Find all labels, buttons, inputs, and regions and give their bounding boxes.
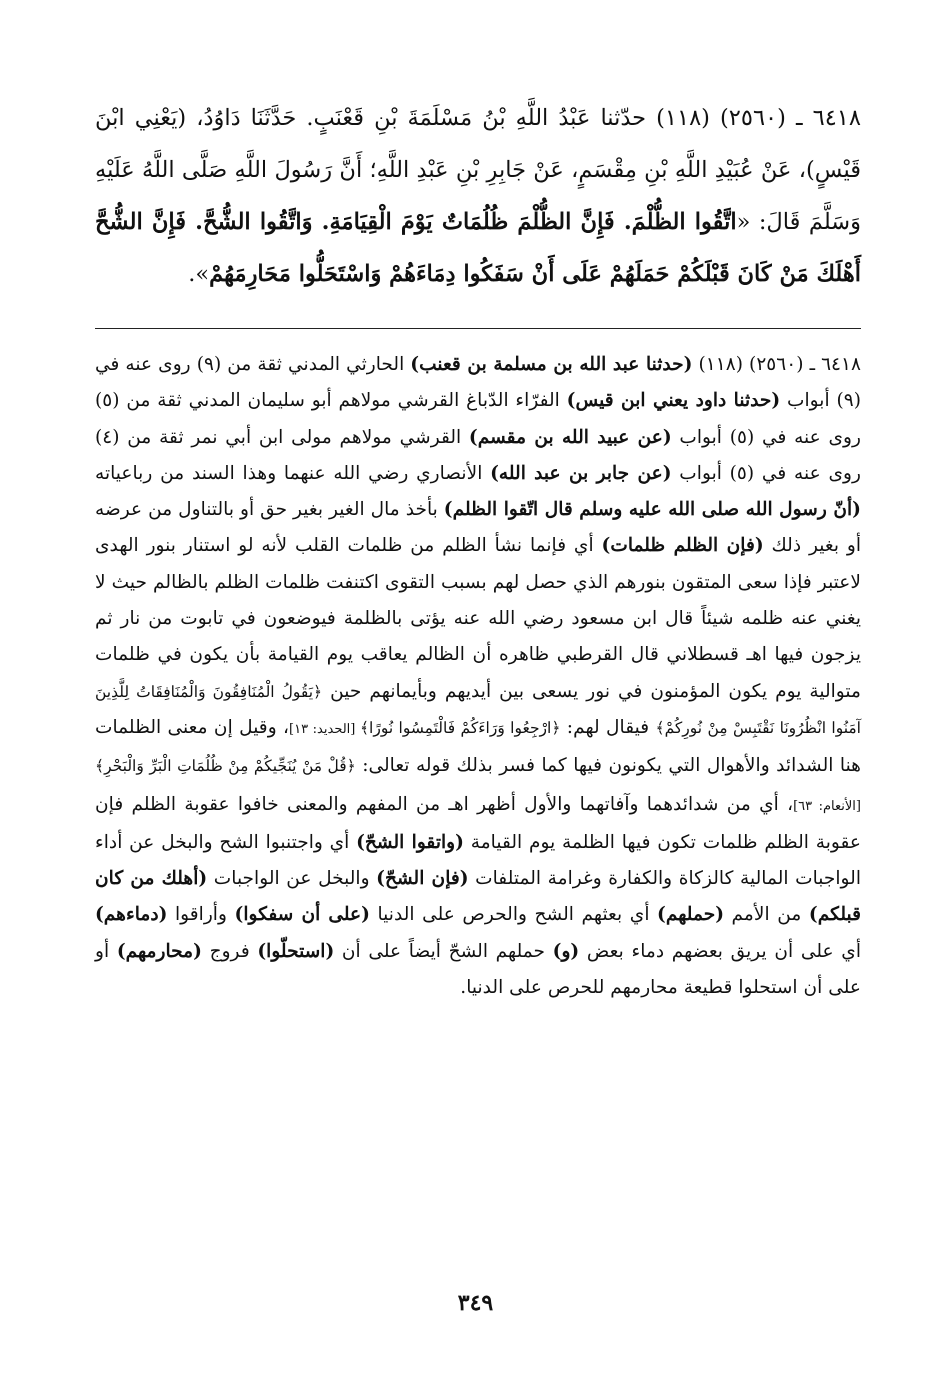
quran-reference-1: [الحديد: ١٣] xyxy=(289,721,360,737)
commentary-text-17: فروج xyxy=(201,940,258,962)
hadith-dash: ـ xyxy=(785,105,813,131)
commentary-bold-2: (حدثنا داود يعني ابن قيس) xyxy=(566,390,781,412)
commentary-bold-8: (فإن الشحّ) xyxy=(376,868,469,890)
commentary-bold-12: (دماءهم) xyxy=(95,904,168,926)
commentary-text-13: أي بعثهم الشح والحرص على الدنيا xyxy=(369,904,658,926)
commentary-bold-6: (فإن الظلم ظلمات) xyxy=(601,535,764,557)
commentary-text-8: ، وقيل إن معنى الظلمات هنا الشدائد والأهوال التي يكونون فيها كما فسر بذلك قوله تعالى: xyxy=(95,716,861,777)
quran-verse-2: ﴿ارْجِعُوا وَرَاءَكُمْ فَالْتَمِسُوا نُورًا﴾ xyxy=(359,718,561,737)
commentary-text-16: حملهم الشحّ أيضاً على أن xyxy=(334,940,553,962)
quran-verse-1: ﴿يَقُولُ الْمُنَافِقُونَ وَالْمُنَافِقَاتُ لِلَّذِينَ آمَنُوا انْظُرُونَا نَقْتَبِسْ مِنْ نُورِكُمْ﴾ xyxy=(95,682,861,737)
commentary-text-4: الأنصاري رضي الله عنهما وهذا السند من رباعياته xyxy=(95,462,491,484)
commentary-bold-9: (أهلك من كان قبلكم) xyxy=(95,868,862,926)
commentary-text-15: أي على أن يريق بعضهم دماء بعض xyxy=(579,940,861,962)
commentary-bold-13: (و) xyxy=(552,940,580,962)
hadith-close: ». xyxy=(188,261,210,287)
commentary-bold-1: (حدثنا عبد الله بن مسلمة بن قعنب) xyxy=(410,354,693,375)
commentary-bold-11: (على أن سفكوا) xyxy=(234,904,370,926)
commentary-number: ٦٤١٨ ـ (٢٥٦٠) (١١٨) xyxy=(692,354,862,375)
commentary-bold-7: (واتقوا الشحّ) xyxy=(356,831,464,853)
quran-reference-2: [الأنعام: ٦٣] xyxy=(793,798,861,814)
commentary-text-10: أي واجتنبوا الشح والبخل عن أداء الواجبات المالية كالزكاة والكفارة وغرامة المتلفات xyxy=(95,831,861,890)
commentary-text-7: فيقال لهم: xyxy=(560,716,656,738)
commentary-bold-5: (أنّ رسول الله صلى الله عليه وسلم قال اتّقوا الظلم) xyxy=(443,499,861,521)
hadith-number: ٦٤١٨ xyxy=(812,105,861,131)
commentary-text-3: القرشي مولاهم مولى ابن أبي نمر ثقة من (٤) روى عنه في (٥) أبواب xyxy=(95,426,861,484)
commentary-text-18: أو على أن استحلوا قطيعة محارمهم للحرص على الدنيا. xyxy=(95,940,861,999)
commentary-bold-4: (عن جابر بن عبد الله) xyxy=(490,462,672,484)
page-number: ٣٤٩ xyxy=(457,1290,494,1316)
commentary-text-14: وأراقوا xyxy=(167,904,235,926)
book-page xyxy=(95,92,861,1362)
commentary-bold-15: (محارمهم) xyxy=(116,940,202,962)
commentary-bold-10: (حملهم) xyxy=(657,904,724,926)
commentary-text xyxy=(95,347,861,1006)
commentary-text-12: من الأمم xyxy=(724,904,809,926)
commentary-text-1: الحارثي المدني ثقة من (٩) روى عنه في (٩) أبواب xyxy=(95,354,861,412)
footnote-divider xyxy=(95,328,861,329)
hadith-chain: (٢٥٦٠) (١١٨) حدّثنا عَبْدُ اللَّهِ بْنُ مَسْلَمَةَ بْنِ قَعْنَبٍ. حَدَّثَنَا دَاوُدُ، (يَعْنِي ابْنَ قَيْسٍ)، عَنْ عُبَيْدِ اللَّهِ بْنِ مِقْسَمٍ، عَنْ جَابِرِ بْنِ عَبْدِ اللَّهِ؛ أَنَّ رَسُولَ اللَّهِ صَلَّى اللَّهُ عَلَيْهِ وَسَلَّمَ قَالَ: « xyxy=(95,105,861,235)
commentary-text-2: الفرّاء الدّباغ القرشي مولاهم أبو سليمان المدني ثقة من (٥) روى عنه في (٥) أبواب xyxy=(95,390,861,448)
hadith-matn: اتَّقُوا الظُّلْمَ. فَإِنَّ الظُّلْمَ ظُلُمَاتٌ يَوْمَ الْقِيَامَةِ. وَاتَّقُوا الشُّحَّ. فَإِنَّ الشُّحَّ أَهْلَكَ مَنْ كَانَ قَبْلَكُمْ حَمَلَهُمْ عَلَى أَنْ سَفَكُوا دِمَاءَهُمْ وَاسْتَحَلُّوا مَحَارِمَهُمْ xyxy=(95,209,861,287)
commentary-text-5: بأخذ مال الغير بغير حق أو بالتناول من عرضه أو بغير ذلك xyxy=(95,499,861,557)
commentary-bold-3: (عن عبيد الله بن مقسم) xyxy=(468,426,672,448)
hadith-text xyxy=(95,92,861,300)
quran-verse-3: ﴿قُلْ مَنْ يُنَجِّيكُمْ مِنْ ظُلُمَاتِ الْبَرِّ وَالْبَحْرِ﴾ xyxy=(95,757,356,776)
commentary-text-11: والبخل عن الواجبات xyxy=(207,868,377,890)
commentary-text-6: أي فإنما نشأ الظلم من ظلمات القلب لأنه لو استنار بنور الهدى لاعتبر فإذا سعى المتقون بنورهم الذي حصل لهم بسبب التقوى اكتنفت ظلمات الظلم بالظالم حيث لا يغني عنه ظلمه شيئاً قال ابن مسعود رضي الله عنه يؤتى بالظلمة فيوضعون في تابوت من نار ثم يزجون فيها اهـ قسطلاني قال القرطبي ظاهره أن الظالم يعاقب يوم القيامة بأن يكون في ظلمات متوالية يوم يكون المؤمنون في نور يسعى بين أيديهم وبأيمانهم حين xyxy=(95,535,861,702)
commentary-text-9: ، أي من شدائدهما وآفاتهما والأول أظهر اهـ من المفهم والمعنى خافوا عقوبة الظلم فإن عقوبة الظلم ظلمات تكون فيها الظلمة يوم القيامة xyxy=(95,793,861,853)
commentary-bold-14: (استحلّوا) xyxy=(257,940,335,962)
